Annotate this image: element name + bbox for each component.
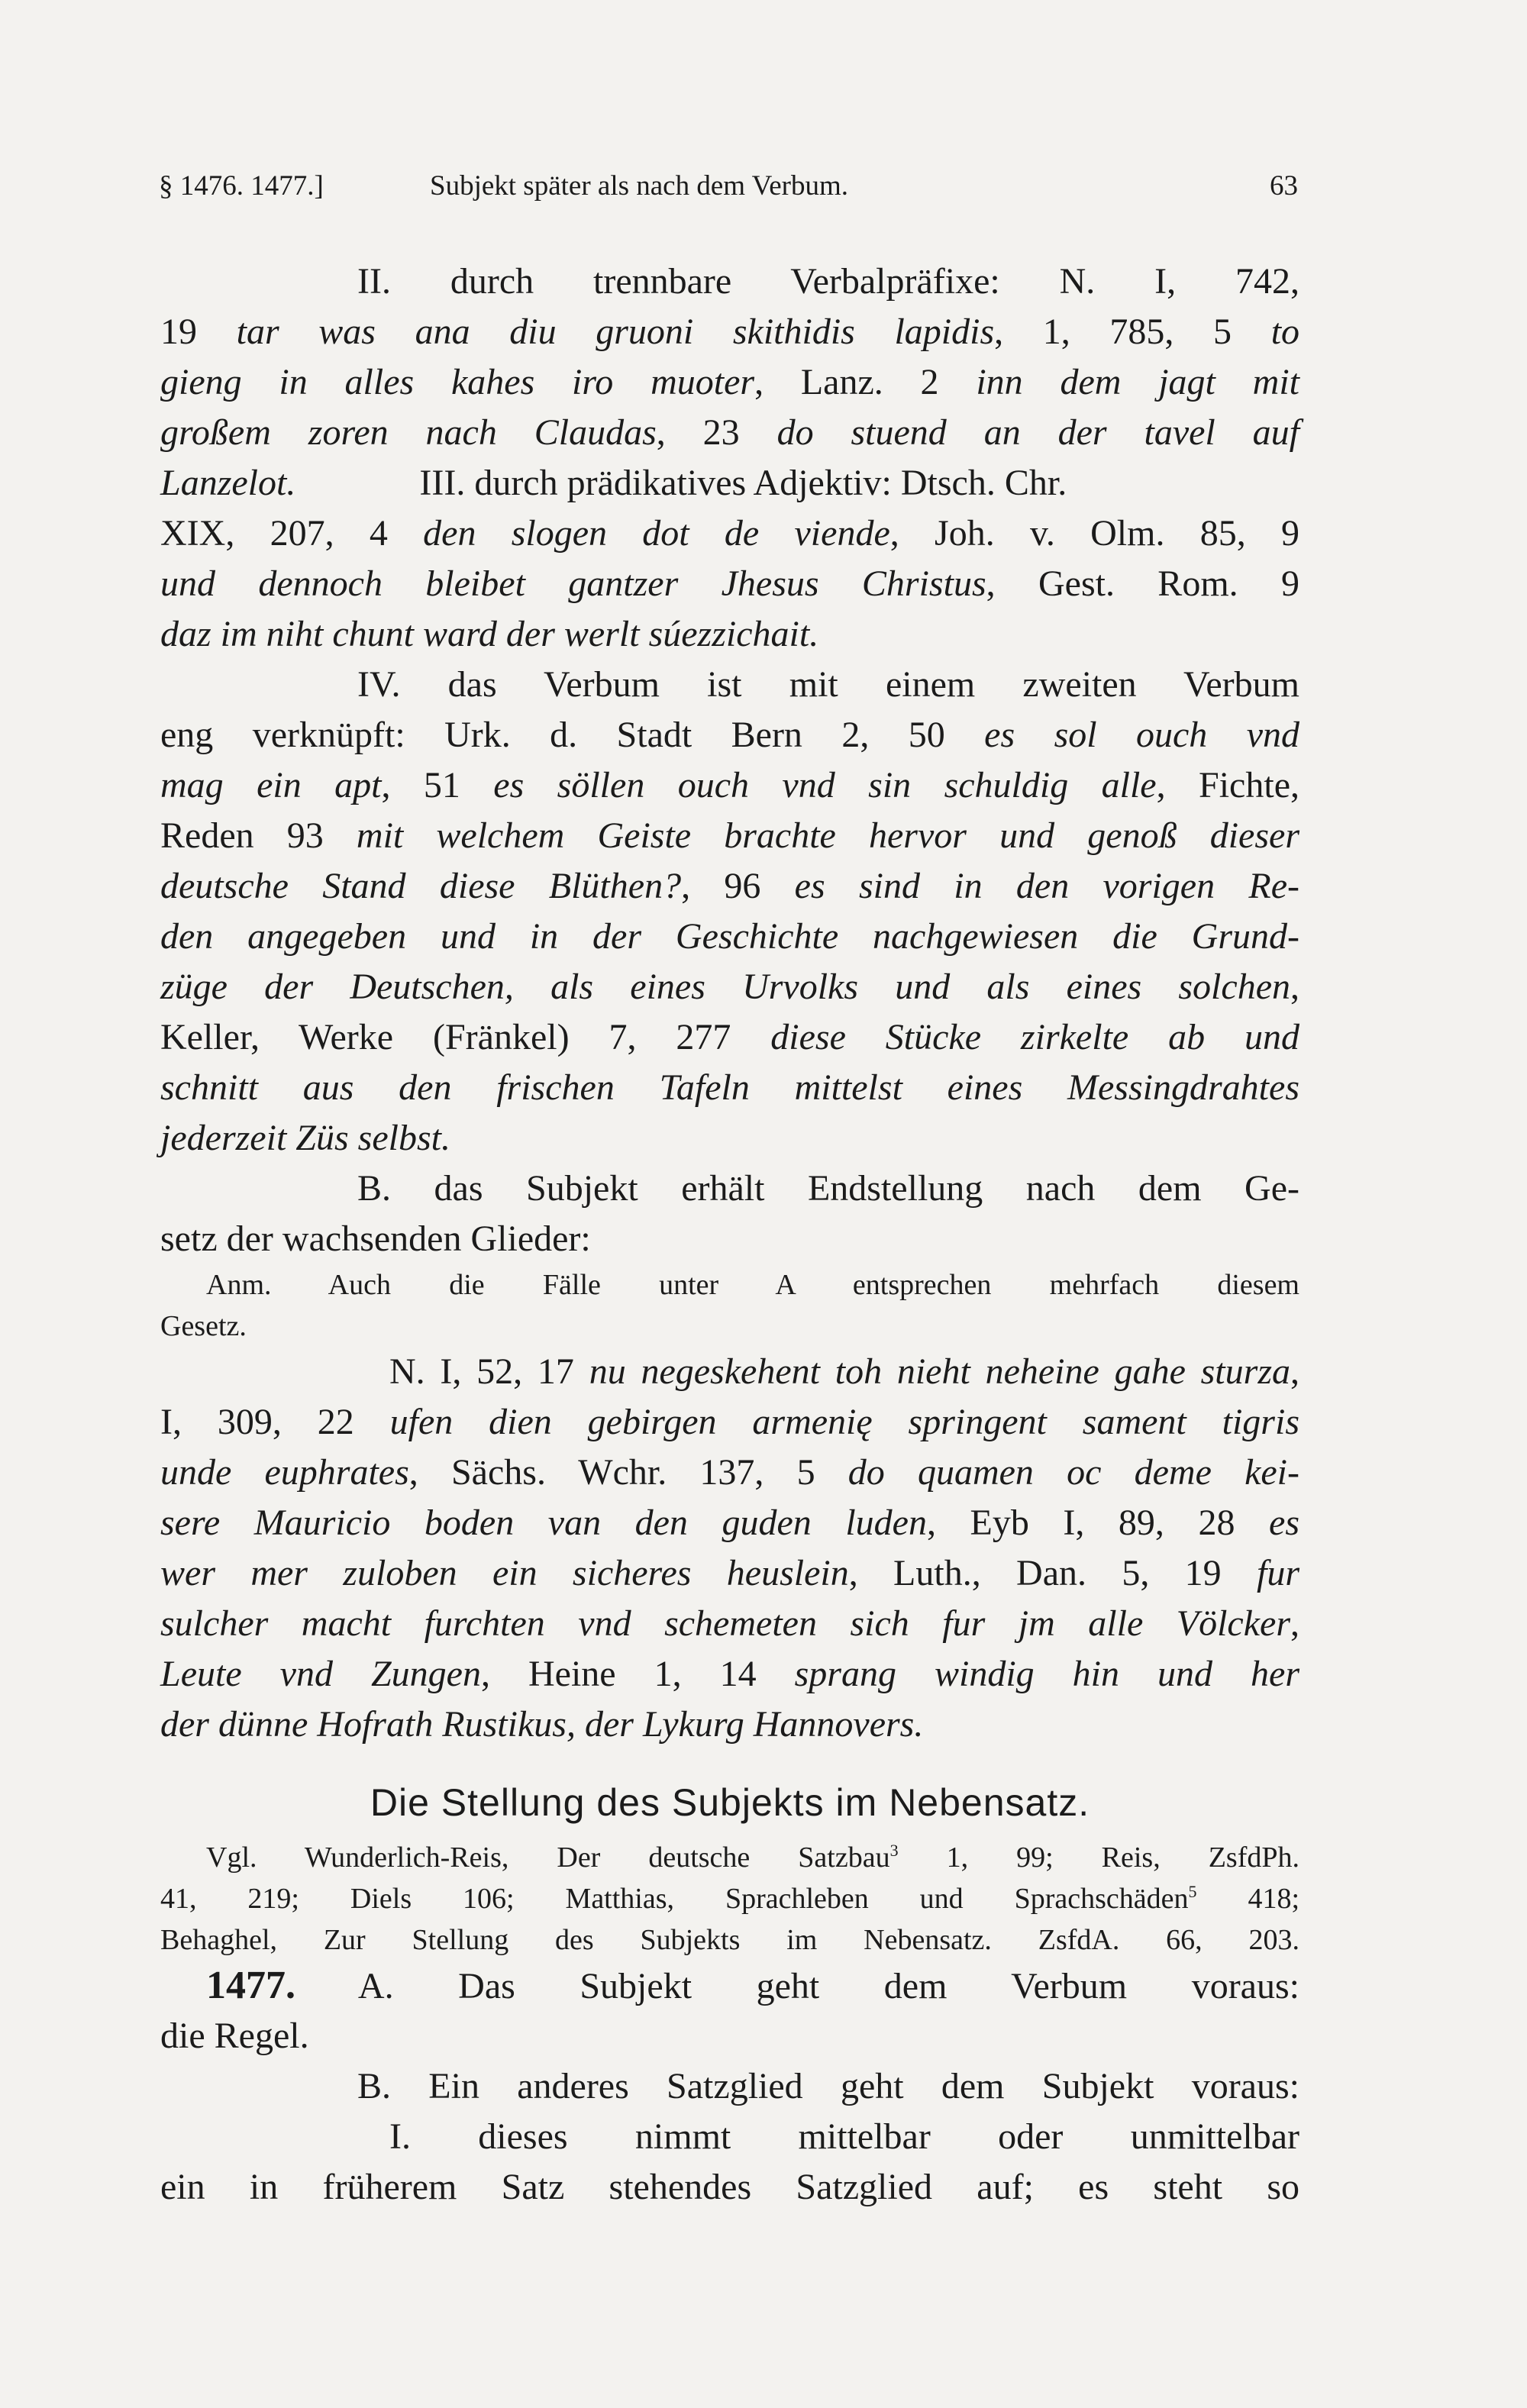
text-line: unde euphrates, Sächs. Wchr. 137, 5 do quamen oc deme kei- [160, 1452, 1299, 1493]
text-line: der dünne Hofrath Rustikus, der Lykurg Hannovers. [160, 1704, 924, 1745]
text-line: den angegeben und in der Geschichte nachgewiesen die Grund- [160, 916, 1299, 957]
text-line: IV. das Verbum ist mit einem zweiten Verbum [357, 664, 1299, 705]
text-line: setz der wachsenden Glieder: [160, 1219, 591, 1259]
text-line: eng verknüpft: Urk. d. Stadt Bern 2, 50 es sol ouch vnd [160, 715, 1300, 755]
text-line: II. durch trennbare Verbalpräfixe: N. I, 742, [357, 261, 1299, 302]
text-line: die Regel. [160, 2016, 309, 2056]
text-line: Gesetz. [160, 1310, 247, 1342]
text-line: Vgl. Wunderlich-Reis, Der deutsche Satzbau$^3$ 1, 99; Reis, ZsfdPh. [206, 1841, 1299, 1874]
text-line: Behaghel, Zur Stellung des Subjekts im Nebensatz. ZsfdA. 66, 203. [160, 1924, 1299, 1956]
text-line: 19 tar was ana diu gruoni skithidis lapidis, 1, 785, 5 to [160, 311, 1300, 352]
text-line: mag ein apt, 51 es söllen ouch vnd sin schuldig alle, Fichte, [160, 765, 1299, 805]
text-line: wer mer zuloben ein sicheres heuslein, Luth., Dan. 5, 19 fur [160, 1553, 1299, 1593]
text-line: Lanzelot. III. durch prädikatives Adjektiv: Dtsch. Chr. [160, 463, 1067, 503]
page-body [160, 257, 1299, 2213]
text-line: daz im niht chunt ward der werlt súezzichait. [160, 614, 819, 654]
text-line: sulcher macht furchten vnd schemeten sich fur jm alle Völcker, [160, 1603, 1299, 1644]
text-line: Reden 93 mit welchem Geiste brachte hervor und genoß dieser [160, 815, 1300, 856]
text-line: I. dieses nimmt mittelbar oder unmittelbar [389, 2116, 1299, 2157]
text-line: jederzeit Züs selbst. [160, 1118, 450, 1158]
text-line: Leute vnd Zungen, Heine 1, 14 sprang windig hin und her [160, 1654, 1300, 1694]
text-line: sere Mauricio boden van den guden luden, Eyb I, 89, 28 es [160, 1503, 1299, 1543]
section-reference: § 1476. 1477.] [159, 170, 324, 202]
page-number: 63 [1270, 170, 1298, 202]
text-line: N. I, 52, 17 nu negeskehent toh nieht neheine gahe sturza, [389, 1351, 1300, 1392]
text-line: B. Ein anderes Satzglied geht dem Subjekt voraus: [357, 2066, 1299, 2106]
running-title: Subjekt später als nach dem Verbum. [430, 170, 849, 202]
text-line: züge der Deutschen, als eines Urvolks und als eines solchen, [160, 967, 1299, 1007]
text-line: schnitt aus den frischen Tafeln mittelst eines Messingdrahtes [160, 1067, 1299, 1108]
text-line: B. das Subjekt erhält Endstellung nach dem Ge- [357, 1168, 1299, 1209]
text-line: gieng in alles kahes iro muoter, Lanz. 2 inn dem jagt mit [160, 362, 1300, 402]
text-line: 41, 219; Diels 106; Matthias, Sprachleben und Sprachschäden$^5$ 418; [160, 1882, 1299, 1915]
section-heading: Die Stellung des Subjekts im Nebensatz. [370, 1781, 1090, 1824]
text-line: 1477. A. Das Subjekt geht dem Verbum voraus: [206, 1964, 1299, 2007]
text-line: I, 309, 22 ufen dien gebirgen armenię springent sament tigris [160, 1402, 1299, 1442]
text-line: XIX, 207, 4 den slogen dot de viende, Joh. v. Olm. 85, 9 [160, 513, 1300, 554]
text-line: ein in früherem Satz stehendes Satzglied auf; es steht so [160, 2167, 1299, 2207]
text-line: und dennoch bleibet gantzer Jhesus Christus, Gest. Rom. 9 [160, 563, 1300, 604]
text-line: deutsche Stand diese Blüthen?, 96 es sind in den vorigen Re- [160, 866, 1300, 906]
text-line: Anm. Auch die Fälle unter A entsprechen mehrfach diesem [206, 1269, 1299, 1301]
text-line: Keller, Werke (Fränkel) 7, 277 diese Stücke zirkelte ab und [160, 1017, 1299, 1057]
text-line: großem zoren nach Claudas, 23 do stuend an der tavel auf [160, 412, 1299, 453]
